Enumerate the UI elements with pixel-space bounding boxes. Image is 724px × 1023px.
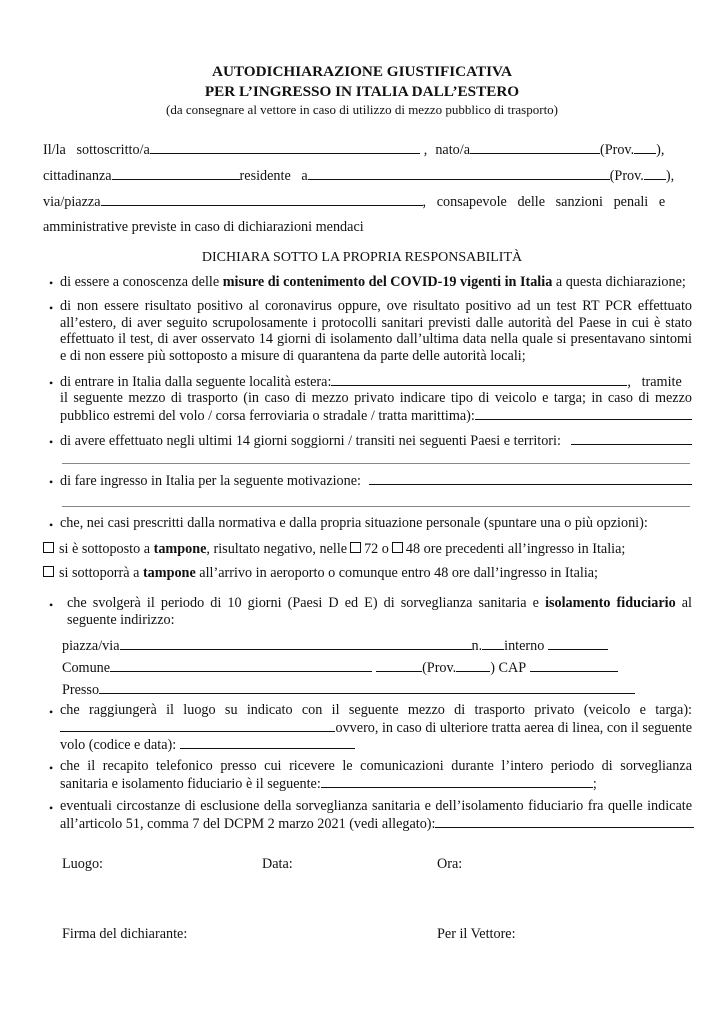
cittadinanza-field[interactable] (112, 167, 240, 180)
luogo-label: Luogo: (62, 856, 103, 872)
item-6: che, nei casi prescritti dalla normativa e dalla propria situazione personale (spuntare una o più opzioni): (60, 515, 648, 531)
item-3-text-3: pubblico estremi del volo / corsa ferroviaria o stradale / tratta marittima): (60, 408, 475, 424)
prov-label: (Prov. (600, 142, 635, 158)
identity-row-2 (43, 167, 693, 185)
bullet-icon: • (49, 301, 54, 315)
item-9-text-2: sanitaria e isolamento fiduciario è il seguente: (60, 776, 321, 792)
item-7-line1 (67, 595, 692, 612)
amministrative-text: amministrative previste in caso di dichiarazioni mendaci (43, 219, 364, 235)
identity-row-3 (43, 193, 693, 211)
item-10-text-2: all’articolo 51, comma 7 del DCPM 2 marzo 2021 (vedi allegato): (60, 816, 436, 832)
address-row-1 (62, 637, 608, 655)
item-3-line1 (60, 373, 692, 391)
item-8-line3 (60, 736, 355, 754)
item-9-end: ; (592, 776, 597, 792)
bullet-icon: • (49, 518, 54, 532)
comune-label: Comune (62, 660, 111, 676)
item-8-text-3: volo (codice e data): (60, 737, 177, 753)
prov-label: (Prov. (609, 168, 644, 184)
address-row-2 (62, 659, 618, 677)
ora-label: Ora: (437, 856, 463, 872)
item-5 (60, 472, 692, 490)
data-label: Data: (262, 856, 293, 872)
item-9-line1: che il recapito telefonico presso cui ricevere le comunicazioni durante l’intero periodo di sorveglianza (60, 758, 692, 774)
item-10-line1: eventuali circostanze di esclusione della sorveglianza sanitaria e dell’isolamento fiduciario fra quelle indicate (60, 798, 692, 814)
numero-label: n. (471, 638, 483, 654)
cap-field[interactable] (530, 659, 618, 672)
veicolo-field[interactable] (60, 719, 335, 732)
option-1-text: si è sottoposto a (59, 541, 154, 557)
prov-label: (Prov. (422, 660, 457, 676)
option-2-text-end: all’arrivo in aeroporto o comunque entro 48 ore dall’ingresso in Italia; (195, 565, 598, 581)
item-3-line2: il seguente mezzo di trasporto (in caso di mezzo privato indicare tipo di veicolo e targa; in caso di mezzo (60, 390, 692, 406)
interno-field[interactable] (548, 637, 608, 650)
checkbox-72-ore[interactable] (350, 542, 361, 553)
checkbox-tampone-arrivo[interactable] (43, 566, 54, 577)
comune-field-extra[interactable] (376, 659, 422, 672)
document-title-line1: AUTODICHIARAZIONE GIUSTIFICATIVA (211, 63, 513, 80)
prov-close: ), (665, 168, 675, 184)
presso-field[interactable] (99, 681, 635, 694)
residente-field[interactable] (308, 167, 610, 180)
consapevole-text: , consapevole delle sanzioni penali e (422, 194, 666, 210)
option-1-mid: , risultato negativo, nelle (206, 541, 348, 557)
prov-close: ), (656, 142, 665, 158)
via-field[interactable] (101, 193, 423, 206)
item-8-line2 (60, 719, 692, 737)
tramite-text: , tramite (627, 374, 682, 390)
item-7-line2: seguente indirizzo: (67, 612, 175, 628)
nato-prov-field[interactable] (634, 141, 656, 154)
item-5-text: di fare ingresso in Italia per la seguente motivazione: (60, 473, 361, 489)
telefono-field[interactable] (321, 775, 593, 788)
item-7-text-end: al (675, 595, 692, 611)
item-1-text-end: a questa dichiarazione; (552, 274, 686, 290)
bullet-icon: • (49, 705, 54, 719)
volo-field[interactable] (180, 736, 355, 749)
vettore-label: Per il Vettore: (437, 926, 516, 942)
option-48-label: 48 ore precedenti all’ingresso in Italia; (405, 541, 626, 557)
comma: , (423, 142, 428, 158)
esclusione-field[interactable] (435, 815, 694, 828)
item-9-line2 (60, 775, 597, 793)
item-10-line2 (60, 815, 694, 833)
item-8-text-2: ovvero, in caso di ulteriore tratta aerea di linea, con il seguente (335, 720, 692, 736)
checkbox-48-ore[interactable] (392, 542, 403, 553)
paesi-field-line2[interactable] (62, 463, 690, 464)
interno-label: interno (504, 638, 545, 654)
bullet-icon: • (49, 598, 54, 612)
item-8-line1: che raggiungerà il luogo su indicato con il seguente mezzo di trasporto privato (veicolo e targa): (60, 702, 692, 718)
item-1-text: di essere a conoscenza delle (60, 274, 223, 290)
bullet-icon: • (49, 475, 54, 489)
sottoscritto-field[interactable] (150, 141, 420, 154)
item-7-bold: isolamento fiduciario (545, 595, 676, 611)
cap-label: ) CAP (490, 660, 527, 676)
dichiara-heading: DICHIARA SOTTO LA PROPRIA RESPONSABILITÀ (201, 250, 523, 265)
option-72-label: 72 o (364, 541, 389, 557)
option-tampone-eseguito (43, 541, 625, 558)
checkbox-tampone-eseguito[interactable] (43, 542, 54, 553)
document-title-line2: PER L’INGRESSO IN ITALIA DALL’ESTERO (204, 83, 520, 100)
option-tampone-arrivo (43, 565, 598, 582)
option-2-text: si sottoporrà a (59, 565, 143, 581)
document-subtitle: (da consegnare al vettore in caso di utilizzo di mezzo pubblico di trasporto) (165, 102, 559, 117)
piazza-label: piazza/via (62, 638, 120, 654)
identity-row-1 (43, 141, 693, 159)
bullet-icon: • (49, 276, 54, 290)
nato-label: nato/a (435, 142, 470, 158)
option-2-bold: tampone (142, 565, 196, 581)
bullet-icon: • (49, 801, 54, 815)
residente-label: residente a (239, 168, 308, 184)
presso-label: Presso (62, 682, 100, 698)
residente-prov-field[interactable] (644, 167, 666, 180)
item-7-text: che svolgerà il periodo di 10 giorni (Paesi D ed E) di sorveglianza sanitaria e (67, 595, 546, 611)
option-1-bold: tampone (153, 541, 207, 557)
item-3-text: di entrare in Italia dalla seguente località estera: (60, 374, 332, 390)
nato-field[interactable] (470, 141, 600, 154)
item-4-text: di avere effettuato negli ultimi 14 giorni soggiorni / transiti nei seguenti Paesi e territori: (60, 433, 561, 449)
bullet-icon: • (49, 376, 54, 390)
item-1 (60, 274, 686, 291)
item-1-bold: misure di contenimento del COVID-19 vigenti in Italia (222, 274, 553, 290)
localita-estera-field[interactable] (331, 373, 627, 386)
comune-field[interactable] (110, 659, 372, 672)
cittadinanza-label: cittadinanza (43, 168, 112, 184)
bullet-icon: • (49, 435, 54, 449)
piazza-field[interactable] (120, 637, 472, 650)
item-2: di non essere risultato positivo al coronavirus oppure, ove risultato positivo ad un test RT PCR effettuato all’estero, di aver seguito scrupolosamente i protocolli sanitari previsti dalle autorità del Paese in cui è stato effettuato il test, di aver osservato 14 giorni di isolamento dall’ultima data nella quale si presentavano sintomi e di non essere più sottoposto a misure di quarantena da parte delle autorità locali; (60, 298, 692, 364)
address-row-3 (62, 681, 635, 699)
motivazione-field[interactable] (369, 472, 692, 485)
paesi-field[interactable] (571, 432, 692, 445)
address-prov-field[interactable] (456, 659, 490, 672)
sottoscritto-label: Il/la sottoscritto/a (43, 142, 150, 158)
numero-field[interactable] (482, 637, 504, 650)
firma-label: Firma del dichiarante: (62, 926, 188, 942)
via-label: via/piazza (43, 194, 101, 210)
item-4 (60, 432, 692, 450)
mezzo-trasporto-field[interactable] (475, 407, 692, 420)
item-3-line3 (60, 407, 692, 425)
motivazione-field-line2[interactable] (62, 506, 690, 507)
bullet-icon: • (49, 761, 54, 775)
